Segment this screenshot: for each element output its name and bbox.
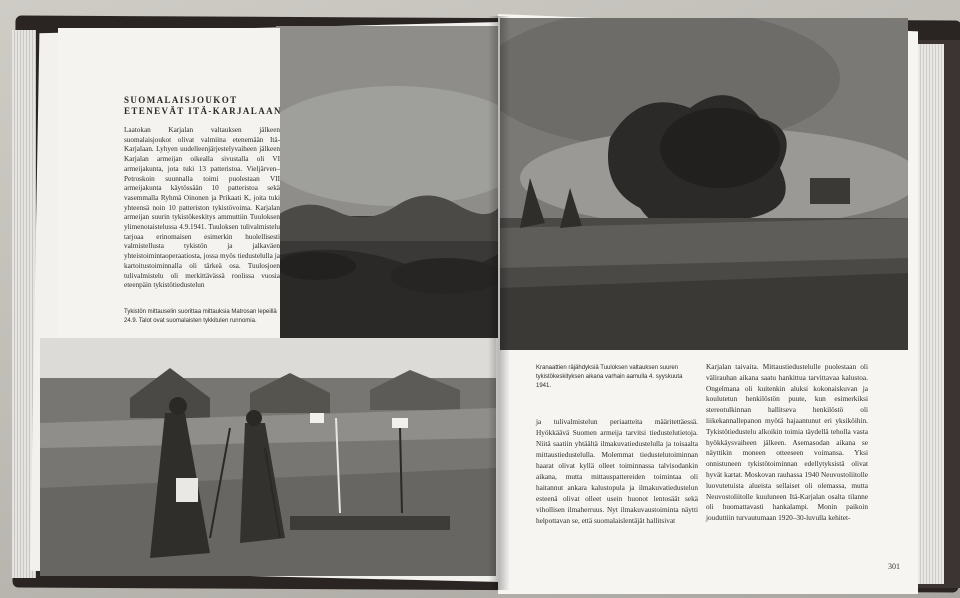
text-column-right: Karjalan taivaita. Mittaustiedustelulle puolestaan oli välirauhan aikana saatu hankittua tarvittavaa kalustoa. Ongelmana oli kuitenkin aluksi kokonaiskuvan ja koulutetun henkilöstön puute, kun esimerkiksi stereotulkinnan hallitseva henkilöstö oli liikekannallepanon myötä hajaantunut eri yksiköihin. Tykistötiedustelu alkoikin toimia täydellä teholla vasta hyökkäysvaiheen jälkeen. Asemasodan aikana se näyttikin moneen otteeseen voimansa. Yksi onnistuneen tykistötoiminnan edellytyksistä olivat hyvät kartat. Moskovan rauhassa 1940 Neuvostoliitolle luovutetuista alueista sellaiset oli olemassa, mutta Neuvostoliitolle kuuluneen Itä-Karjalan osalta tilanne oli huomattavasti hankalampi. Monin paikoin jouduttiin turvautumaan 1920–30-luvulla kehitet-: [706, 362, 868, 523]
book-gutter: [488, 16, 510, 590]
soldiers-surveying-photo: [40, 338, 496, 576]
photo-caption-right: Kranaattien räjähdyksiä Tuuloksen valtauksen suuren tykistökeskityksen aikana varhain aamulla 4. syyskuuta 1941.: [536, 365, 683, 389]
sidebar-body-text: Laatokan Karjalan valtauksen jälkeen suomalaisjoukot olivat valmiina etenemään Itä-Karjalaan. Lyhyen uudelleenjärjestelyvaiheen jälkeen Karjalan armeijan oikealla sivustalla oli VI armeijakunta, jota tuki 13 patteristoa. Vieljärven–Petroskoin suunnalla toimi puolestaan VII armeijakunta käytössään 10 patteristoa sekä vasemmalla Ryhmä Oinonen ja Prikaati K, joita tuki yhteensä noin 10 patteriston tykistövoima. Karjalan armeijan suurin tykistökeskitys ammuttiin Tuuloksen ylimenotaistelussa 4.9.1941. Tuuloksen tulivalmistelu tarjoaa erinomaisen esimerkin huolellisesti valmistellusta tykistön ja jalkaväen yhteistoimintaoperaatiosta, jossa myös tiedustelulla ja kartoitustoiminnalla oli tärkeä osa. Tuulosjoen tulivalmistelu oli merkittävässä roolissa vuosia eteenpäin tykistötiedustelun: [124, 126, 280, 290]
page-number: 301: [888, 562, 900, 571]
explosion-photo: [500, 18, 908, 350]
photo-caption-left: Tykistön mittauselin suorittaa mittauksia Matrosan lepeillä 24.9. Talot ovat suomalaisten tykkitulen runnomia.: [124, 309, 277, 324]
section-heading: SUOMALAISJOUKOT ETENEVÄT ITÄ-KARJALAAN: [124, 95, 282, 116]
battlefield-smoke-photo: [276, 26, 498, 338]
text-column-left: ja tulivalmistelun periaatteita määritettäessä. Hyökkäävä Suomen armeija tarvitsi tiedustelutietoja. Niitä saatiin yhtäältä ilmakuvatiedustelulla ja toisaalta mittaustiedustelulla. Molemmat tiedustelutoiminnan haarat olivat kyllä olleet toiminnassa talvisodankin aikana, mutta mittauspattereiden toimintaa oli haitannut ankara kalustopula ja ilmakuvatiedustelun esteenä olivat olleet usein huonot lentosäät sekä vihollisen ilmaherruus. Nyt ilmakuvaustoiminta näytti helpottavan se, että suomalaislentäjät hallitsivat: [536, 417, 698, 525]
page-edges-right: [918, 44, 944, 584]
